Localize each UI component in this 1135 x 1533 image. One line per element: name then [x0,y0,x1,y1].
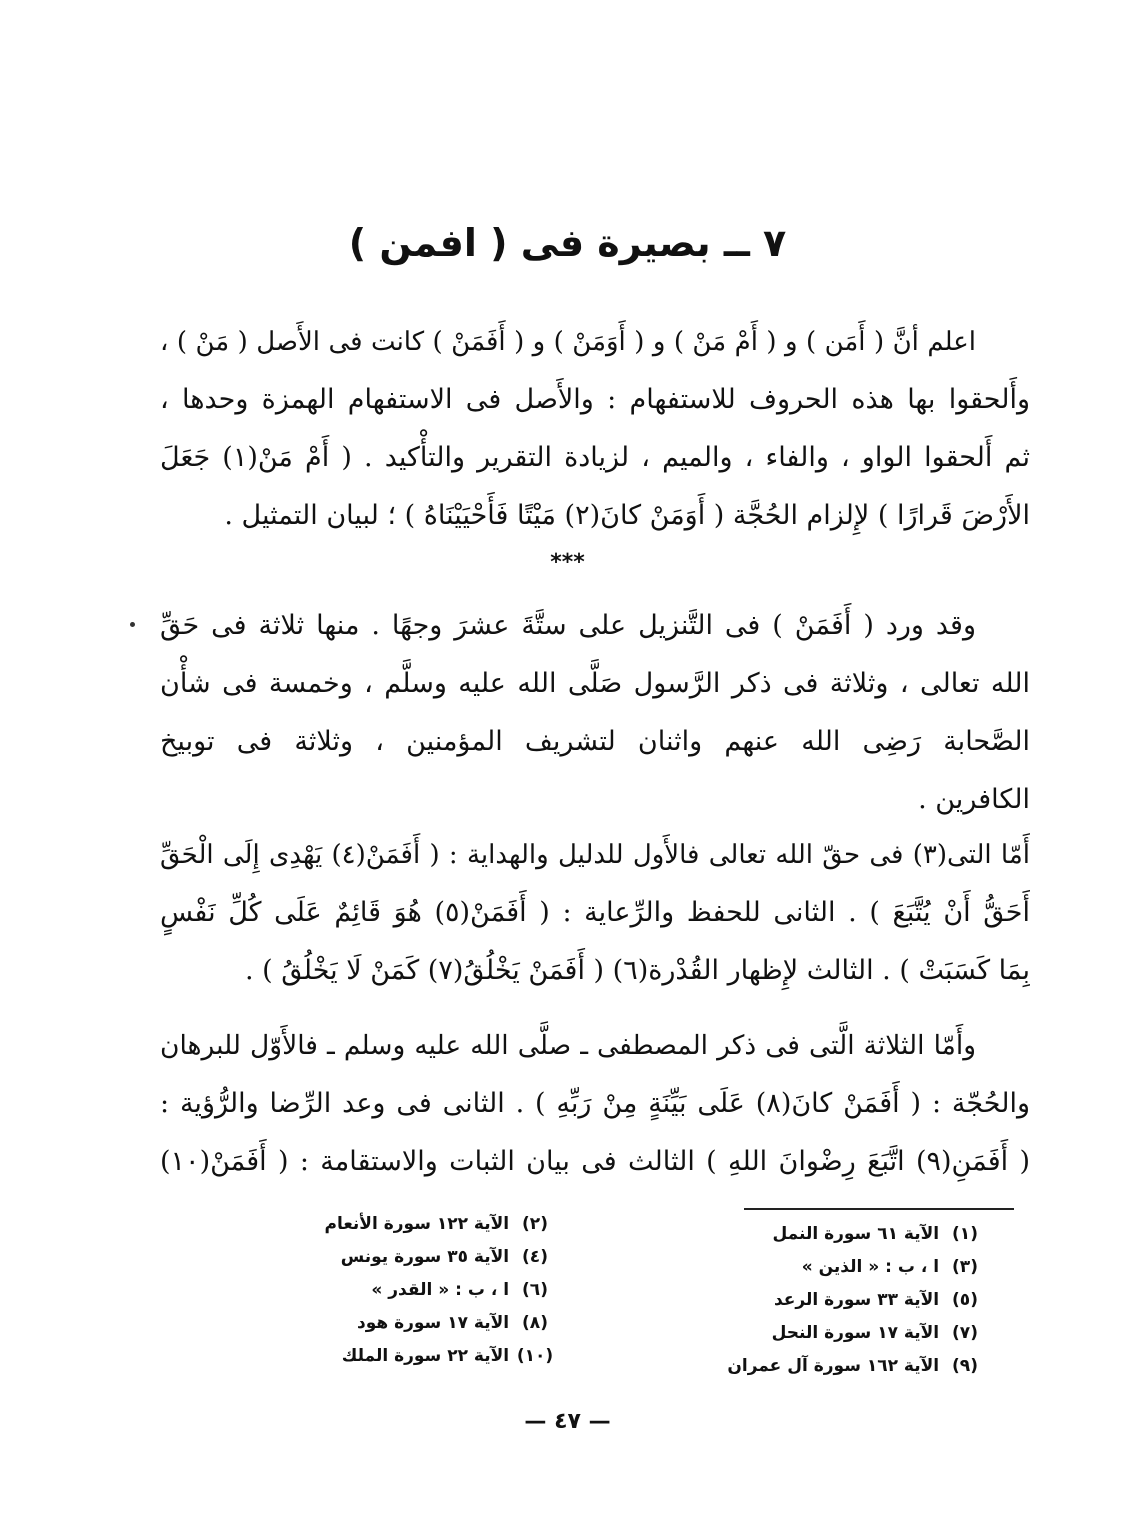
footnote-text: الآية ٦١ سورة النمل [772,1224,940,1244]
footnote [265,1307,555,1340]
footnote [640,1251,985,1284]
footnote-text: الآية ١٧ سورة النحل [771,1323,940,1343]
chapter-title: ٧ ــ بصيرة فى ( افمن ) [348,221,787,265]
footnote [640,1218,985,1251]
page-number: — ٤٧ — [524,1409,611,1434]
paragraph-4 [160,1017,1030,1191]
footnote-text: ا ، ب : « الذين » [801,1257,940,1277]
text-line: أَحَقُّ أَنْ يُتَّبَعَ ) . الثانى للحفظ والرِّعاية : ( أَفَمَنْ(٥) هُوَ قَائِمٌ عَلَى كُلِّ نَفْسٍ [160,897,1030,928]
text-line: الأَرْضَ قَرارًا ) لإِلزام الحُجَّة ( أَوَمَنْ كانَ(٢) مَيْتًا فَأَحْيَيْنَاهُ ) ؛ لبيان التمثيل . [224,500,1030,531]
footnote-number: (٨) [522,1313,548,1333]
footnote-number: (٩) [952,1356,978,1376]
paragraph-2 [160,597,1030,829]
footnote-text: الآية ١٦٢ سورة آل عمران [727,1356,940,1376]
text-line: وأَلحقوا بها هذه الحروف للاستفهام : والأَصل فى الاستفهام الهمزة وحدها ، [160,384,1030,415]
text-line: وأَمّا الثلاثة الَّتى فى ذكر المصطفى ـ صلَّى الله عليه وسلم ـ فالأَوّل للبرهان [160,1030,976,1061]
footnote [265,1208,555,1241]
text-line: والحُجّة : ( أَفَمَنْ كانَ(٨) عَلَى بَيِّنَةٍ مِنْ رَبِّهِ ) . الثانى فى وعد الرِّضا والرُّؤية : [160,1088,1030,1119]
footnote-text: الآية ١٢٢ سورة الأنعام [324,1214,510,1234]
text-line: بِمَا كَسَبَتْ ) . الثالث لإِظهار القُدْرة(٦) ( أَفَمَنْ يَخْلُقُ(٧) كَمَنْ لَا يَخْلُقُ ) . [244,955,1030,986]
footnote [265,1340,555,1373]
footnote-text: الآية ١٧ سورة هود [356,1313,510,1333]
footnote-text: الآية ٣٣ سورة الرعد [773,1290,940,1310]
footnote [640,1350,985,1383]
footnote [265,1274,555,1307]
text-line: اعلم أنَّ ( أَمَن ) و ( أَمْ مَنْ ) و ( أَوَمَنْ ) و ( أَفَمَنْ ) كانت فى الأَصل ( مَنْ ) ، [160,327,976,357]
footnotes-right-column [640,1218,985,1383]
footnote-number: (٦) [522,1280,548,1300]
footnote [640,1317,985,1350]
footnote-number: (١) [952,1224,978,1244]
margin-mark [130,622,135,627]
footnote-number: (٢) [522,1214,548,1234]
text-line: الصَّحابة رَضِى الله عنهم واثنان لتشريف المؤمنين ، وثلاثة فى توبيخ [160,726,1030,757]
text-line: أَمّا التى(٣) فى حقّ الله تعالى فالأَول للدليل والهداية : ( أَفَمَنْ(٤) يَهْدِى إِلَى الْحَقِّ [160,840,1030,870]
text-line: الله تعالى ، وثلاثة فى ذكر الرَّسول صَلَّى الله عليه وسلَّم ، وخمسة فى شأْن [160,668,1030,699]
footnote-number: (٧) [952,1323,978,1343]
footnote [640,1284,985,1317]
footnote-number: (٤) [522,1247,548,1267]
footnote-text: الآية ٣٥ سورة يونس [340,1247,510,1267]
text-line: الكافرين . [918,784,1030,815]
footnotes-left-column [265,1208,555,1373]
footnote-text: ا ، ب : « القدر » [371,1280,510,1300]
text-line: ثم أَلحقوا الواو ، والفاء ، والميم ، لزيادة التقرير والتأْكيد . ( أَمْ مَنْ(١) جَعَلَ [160,442,1030,473]
paragraph-3 [160,826,1030,1000]
footnote-text: الآية ٢٢ سورة الملك [341,1346,510,1366]
footnote-number: (١٠) [516,1346,554,1366]
text-line: وقد ورد ( أَفَمَنْ ) فى التَّنزيل على ستَّةَ عشرَ وجهًا . منها ثلاثة فى حَقِّ [160,610,976,641]
footnote-number: (٣) [952,1257,978,1277]
text-line: ( أَفَمَنِ(٩) اتَّبَعَ رِضْوانَ اللهِ ) الثالث فى بيان الثبات والاستقامة : ( أَفَمَنْ(١٠) [160,1146,1030,1177]
footnote [265,1241,555,1274]
section-separator: *** [550,550,585,575]
footnote-number: (٥) [952,1290,978,1310]
footnote-divider [744,1208,1014,1210]
paragraph-1 [160,313,1030,545]
